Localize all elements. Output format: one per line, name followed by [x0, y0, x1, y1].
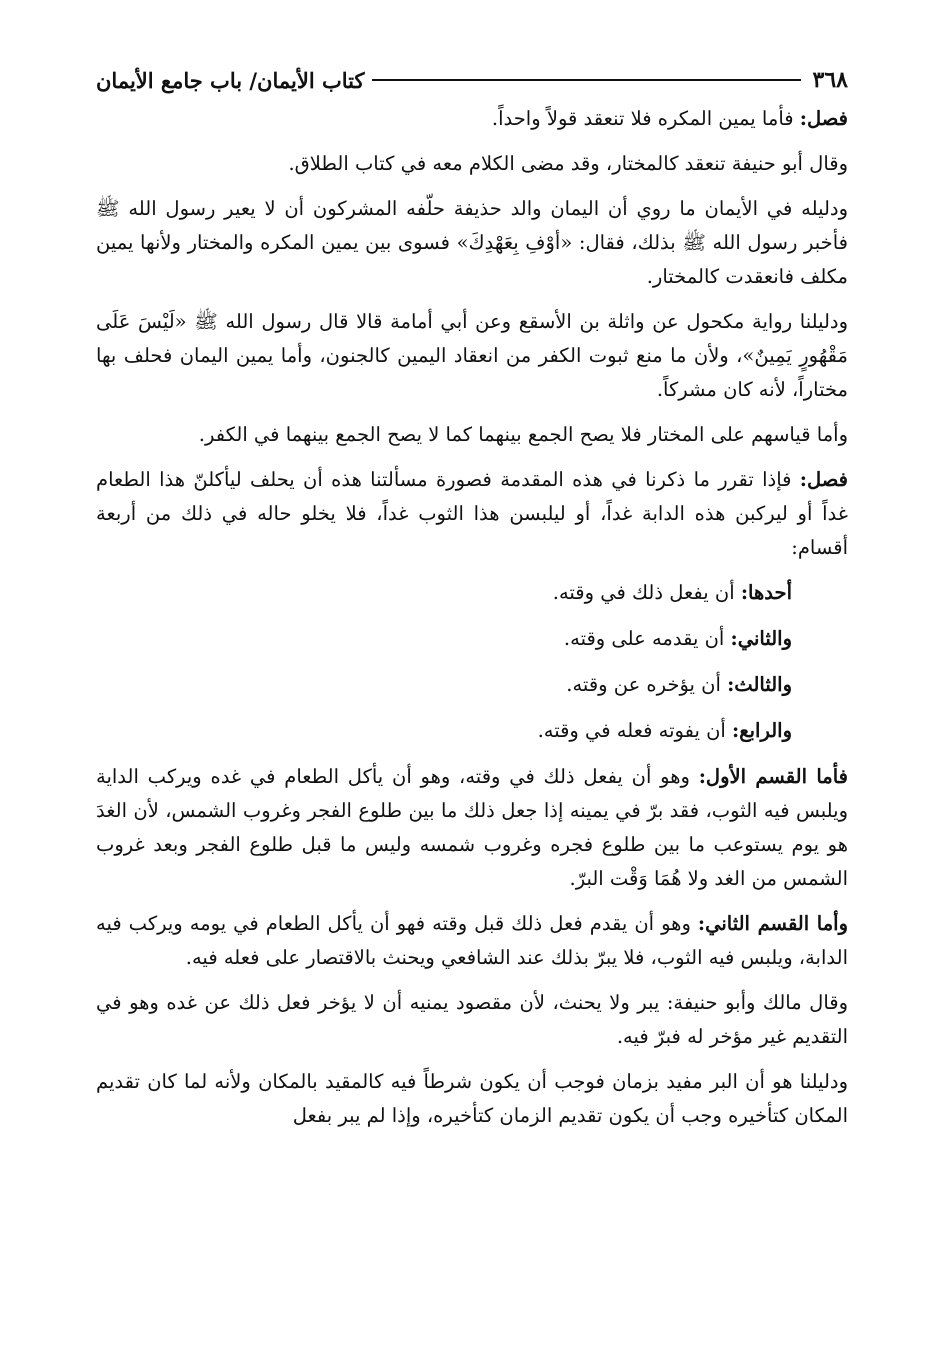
body-text	[96, 102, 848, 1133]
paragraph	[96, 760, 848, 896]
list-text: أن يفعل ذلك في وقته.	[552, 581, 741, 604]
list-label: والثالث:	[727, 673, 792, 696]
section-label: فصل:	[799, 107, 848, 130]
page-header	[96, 62, 848, 98]
header-rule	[372, 79, 800, 81]
paragraph	[96, 147, 848, 181]
list-label: أحدها:	[740, 581, 792, 604]
paragraph-text: وهو أن يفعل ذلك في وقته، وهو أن يأكل الطعام في غده ويركب الداية ويلبس فيه الثوب، فقد برّ في يمينه إذا جعل ذلك ما بين طلوع الفجر وغروب الشمس، لأن الغدَ هو يوم يستوعب ما بين طلوع فجره وغروب شمسه وليس ما قبل طلوع الفجر وبعد غروب الشمس من الغد ولا هُمَا وَقْت البرّ.	[96, 765, 848, 890]
paragraph-text: وقال مالك وأبو حنيفة: يبر ولا يحنث، لأن مقصود يمنيه أن لا يؤخر فعل ذلك عن غده وهو في التقديم غير مؤخر له فبرّ فيه.	[96, 991, 848, 1048]
list-label: والثاني:	[730, 627, 792, 650]
section-label: فصل:	[799, 468, 848, 491]
list-text: أن يفوته فعله في وقته.	[537, 719, 733, 742]
paragraph	[96, 463, 848, 565]
list-item	[96, 576, 848, 610]
paragraph	[96, 418, 848, 452]
list-item	[96, 622, 848, 656]
paragraph-text: فأما يمين المكره فلا تنعقد قولاً واحداً.	[491, 107, 800, 130]
list-item	[96, 714, 848, 748]
paragraph-text: وأما قياسهم على المختار فلا يصح الجمع بينهما كما لا يصح الجمع بينهما في الكفر.	[198, 423, 848, 446]
paragraph-text: ودليله في الأيمان ما روي أن اليمان والد حذيفة حلّفه المشركون أن لا يعير رسول الله ﷺ فأخبر رسول الله ﷺ بذلك، فقال: «أوْفِ بِعَهْدِكَ» فسوى بين يمين المكره والمختار ولأنها يمين مكلف فانعقدت كالمختار.	[96, 197, 848, 288]
paragraph-text: ودليلنا رواية مكحول عن واثلة بن الأسقع وعن أبي أمامة قالا قال رسول الله ﷺ «لَيْسَ عَلَى مَقْهُورٍ يَمِينٌ»، ولأن ما منع ثبوت الكفر من انعقاد اليمين كالجنون، وأما يمين اليمان فحلف بها مختاراً، لأنه كان مشركاً.	[96, 310, 848, 401]
scan-mark	[60, 1334, 90, 1344]
section-label: وأما القسم الثاني:	[697, 912, 848, 935]
section-label: فأما القسم الأول:	[698, 765, 849, 788]
paragraph	[96, 986, 848, 1054]
list-label: والرابع:	[732, 719, 792, 742]
paragraph	[96, 102, 848, 136]
paragraph	[96, 1065, 848, 1133]
book-page	[96, 62, 848, 1144]
paragraph	[96, 907, 848, 975]
list-item	[96, 668, 848, 702]
running-title: كتاب الأيمان/ باب جامع الأيمان	[96, 67, 365, 93]
paragraph-text: ودليلنا هو أن البر مفيد بزمان فوجب أن يكون شرطاً فيه كالمقيد بالمكان ولأنه لما كان تقديم المكان كتأخيره وجب أن يكون تقديم الزمان كتأخيره، وإذا لم يبر بفعل	[96, 1070, 848, 1127]
list-text: أن يقدمه على وقته.	[563, 627, 731, 650]
list-text: أن يؤخره عن وقته.	[566, 673, 728, 696]
paragraph	[96, 305, 848, 407]
paragraph-text: وهو أن يقدم فعل ذلك قبل وقته فهو أن يأكل الطعام في يومه ويركب فيه الدابة، ويلبس فيه الثوب، فلا يبرّ بذلك عند الشافعي ويحنث بالاقتصار على فعله فيه.	[96, 912, 848, 969]
paragraph-text: فإذا تقرر ما ذكرنا في هذه المقدمة فصورة مسألتنا هذه أن يحلف ليأكلنّ هذا الطعام غداً أو ليركبن هذه الدابة غداً، أو ليلبسن هذا الثوب غداً، فلا يخلو حاله في ذلك من أربعة أقسام:	[96, 468, 848, 559]
paragraph	[96, 192, 848, 294]
paragraph-text: وقال أبو حنيفة تنعقد كالمختار، وقد مضى الكلام معه في كتاب الطلاق.	[288, 152, 848, 175]
page-number: ٣٦٨	[812, 67, 848, 93]
